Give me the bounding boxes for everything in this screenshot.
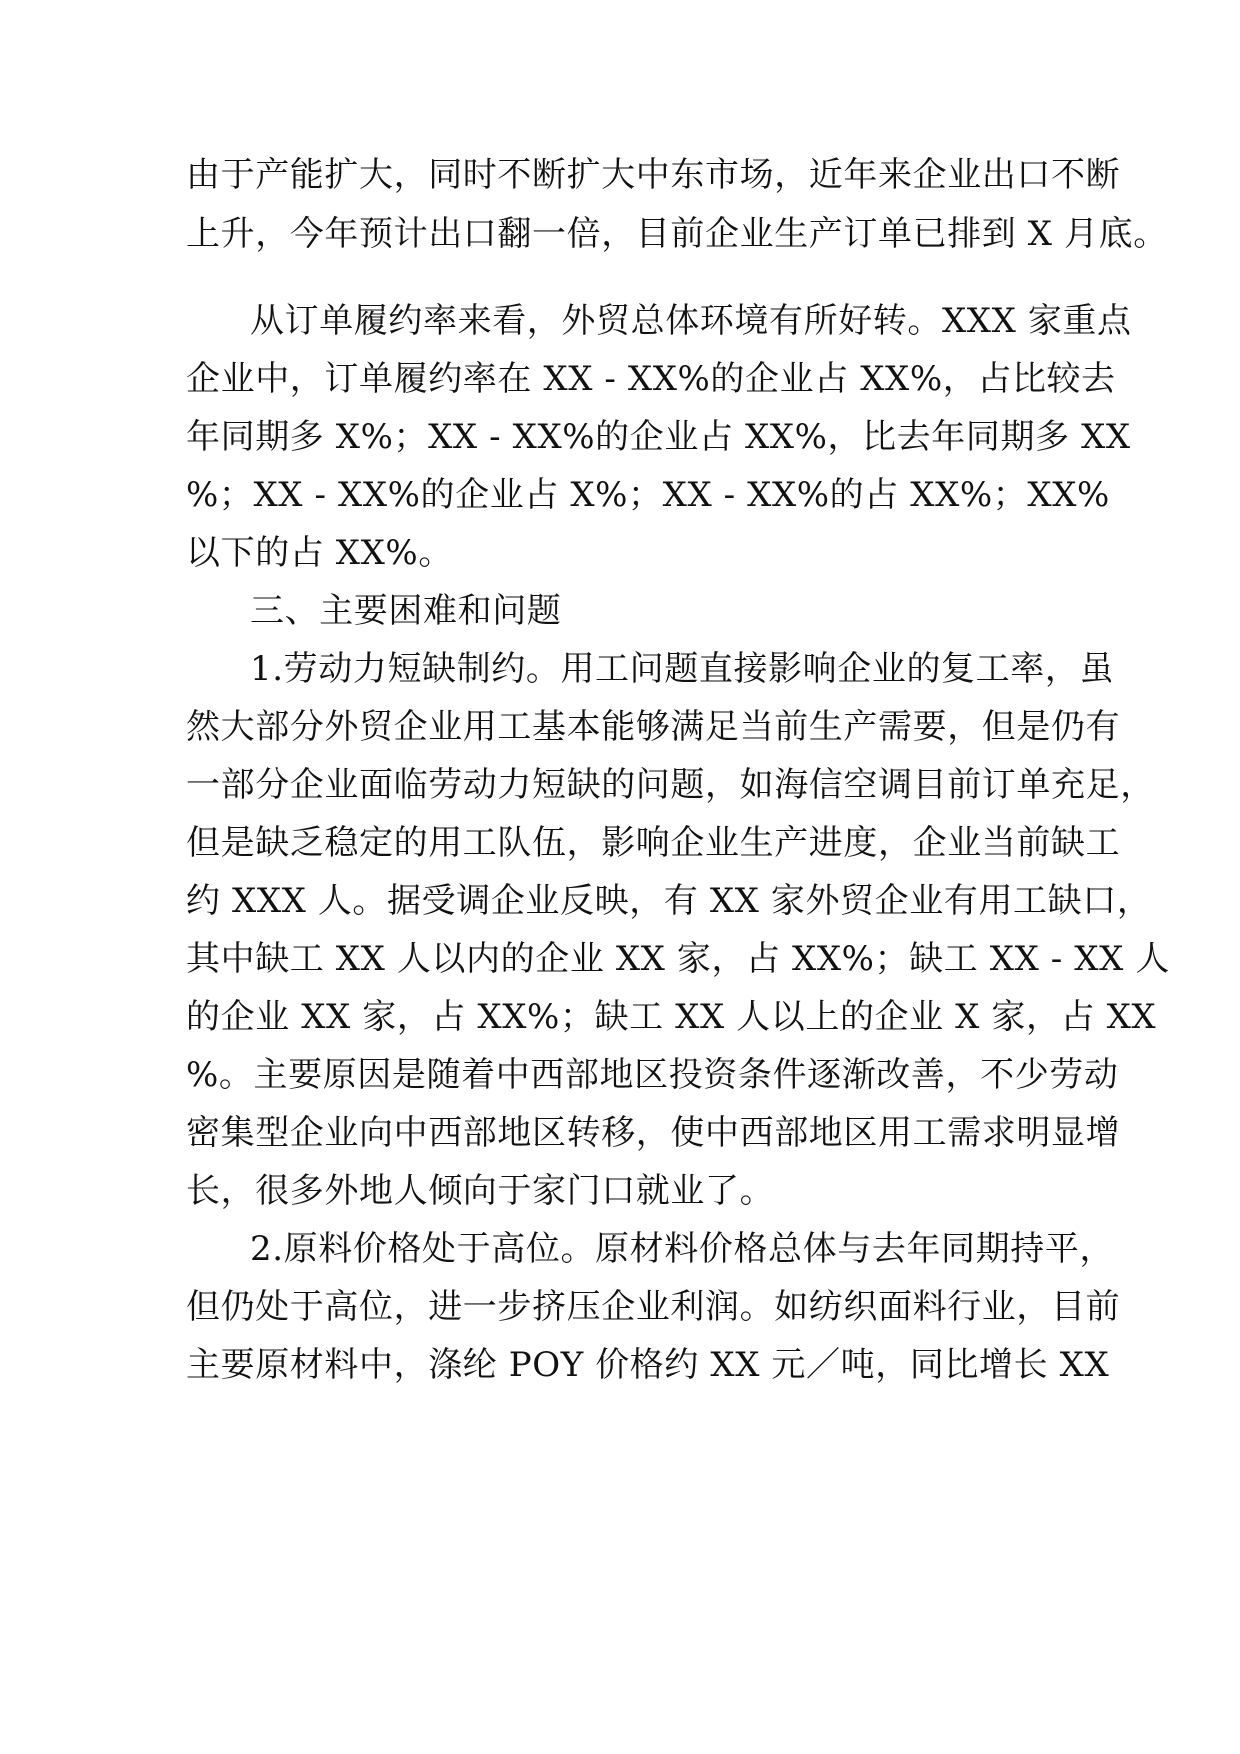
paragraph-4-line-1: 2.原料价格处于高位。原材料价格总体与去年同期持平， <box>250 1229 1115 1269</box>
paragraph-2-line-1: 从订单履约率来看，外贸总体环境有所好转。XXX 家重点 <box>250 301 1132 341</box>
paragraph-3-line-9: 密集型企业向中西部地区转移，使中西部地区用工需求明显增 <box>186 1113 1121 1153</box>
paragraph-3-line-7: 的企业 XX 家，占 XX%；缺工 XX 人以上的企业 X 家，占 XX <box>186 997 1157 1037</box>
paragraph-3-line-6: 其中缺工 XX 人以内的企业 XX 家，占 XX%；缺工 XX - XX 人 <box>186 939 1170 979</box>
paragraph-2-line-5: 以下的占 XX%。 <box>186 533 453 573</box>
paragraph-3-line-3: 一部分企业面临劳动力短缺的问题，如海信空调目前订单充足， <box>186 765 1155 805</box>
paragraph-3-line-4: 但是缺乏稳定的用工队伍，影响企业生产进度，企业当前缺工 <box>186 823 1121 863</box>
paragraph-3-line-8: %。主要原因是随着中西部地区投资条件逐渐改善，不少劳动 <box>186 1055 1119 1095</box>
paragraph-4-line-2: 但仍处于高位，进一步挤压企业利润。如纺织面料行业，目前 <box>186 1287 1121 1327</box>
paragraph-4-line-3: 主要原材料中，涤纶 POY 价格约 XX 元／吨，同比增长 XX <box>186 1345 1110 1385</box>
paragraph-3-line-5: 约 XXX 人。据受调企业反映，有 XX 家外贸企业有用工缺口， <box>186 881 1152 921</box>
paragraph-2-line-4: %；XX - XX%的企业占 X%；XX - XX%的占 XX%；XX% <box>186 475 1110 515</box>
paragraph-1-line-1: 由于产能扩大，同时不断扩大中东市场，近年来企业出口不断 <box>186 155 1121 195</box>
paragraph-1-line-2: 上升，今年预计出口翻一倍，目前企业生产订单已排到 X 月底。 <box>186 214 1168 254</box>
paragraph-3-line-1: 1.劳动力短缺制约。用工问题直接影响企业的复工率，虽 <box>250 649 1115 689</box>
paragraph-3-line-10: 长，很多外地人倾向于家门口就业了。 <box>186 1171 775 1211</box>
section-heading: 三、主要困难和问题 <box>250 591 562 631</box>
paragraph-2-line-3: 年同期多 X%；XX - XX%的企业占 XX%，比去年同期多 XX <box>186 417 1131 457</box>
paragraph-2-line-2: 企业中，订单履约率在 XX - XX%的企业占 XX%，占比较去 <box>186 359 1116 399</box>
paragraph-3-line-2: 然大部分外贸企业用工基本能够满足当前生产需要，但是仍有 <box>186 707 1121 747</box>
